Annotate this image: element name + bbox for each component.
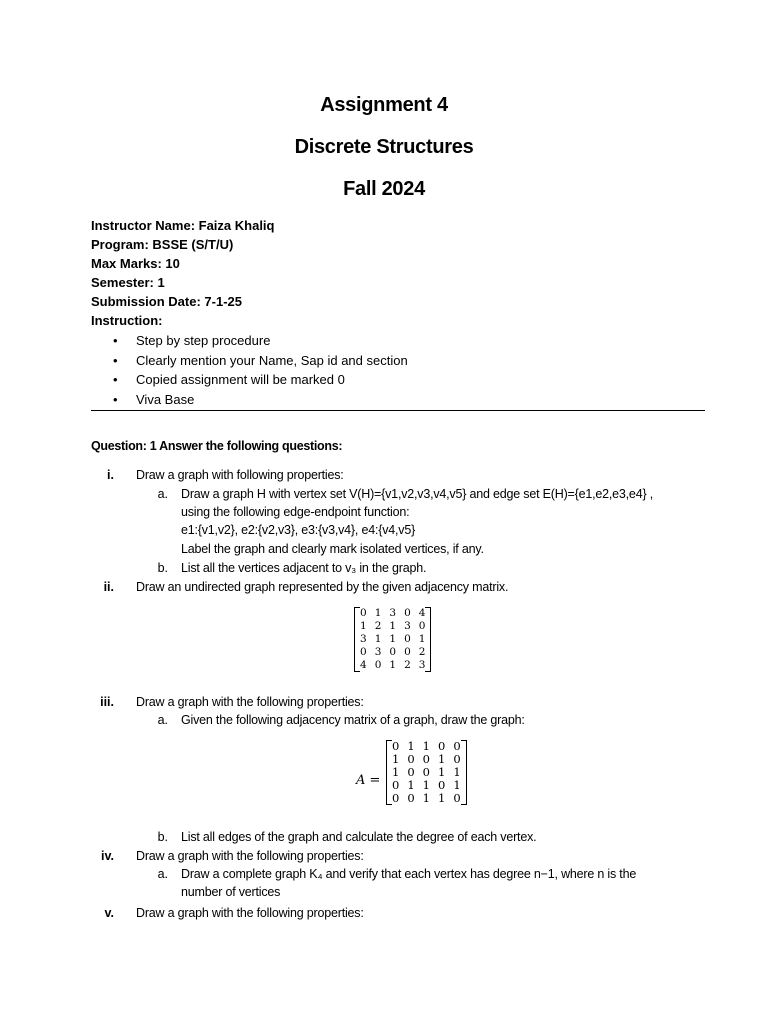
subitem-label: b.: [157, 830, 168, 844]
subitem-text: Label the graph and clearly mark isolated vertices, if any.: [181, 542, 484, 556]
matrix-cell: 1: [422, 778, 430, 792]
term-title: Fall 2024: [343, 178, 425, 200]
divider: [91, 410, 705, 411]
assignment-title: Assignment 4: [320, 94, 448, 116]
matrix-cell: 1: [374, 607, 382, 619]
subitem-text: Draw a complete graph K₄ and verify that each vertex has degree n−1, where n is the: [181, 867, 637, 881]
matrix-cell: 1: [453, 778, 461, 792]
matrix-cell: 3: [360, 633, 367, 645]
matrix-row: [356, 620, 429, 633]
matrix-label: A =: [356, 773, 381, 788]
matrix-row: [356, 646, 429, 659]
matrix-cell: 0: [437, 778, 446, 792]
matrix-cell: 0: [422, 765, 430, 779]
matrix-cell: 1: [360, 620, 367, 632]
adjacency-matrix: [356, 607, 429, 672]
matrix-cell: 2: [418, 646, 426, 658]
subitem-text: Given the following adjacency matrix of a graph, draw the graph:: [181, 713, 525, 727]
matrix-cell: 1: [392, 752, 400, 766]
instruction-item: • Step by step procedure: [113, 331, 408, 351]
instruction-item: • Clearly mention your Name, Sap id and section: [113, 351, 408, 371]
adjacency-matrix-a: [388, 740, 465, 805]
matrix-row: [388, 792, 465, 805]
matrix-right-bracket: [461, 740, 467, 805]
instruction-item: • Copied assignment will be marked 0: [113, 370, 408, 390]
semester: Semester: 1: [91, 275, 165, 290]
matrix-cell: 1: [422, 791, 430, 805]
matrix-cell: 0: [360, 607, 367, 619]
matrix-cell: 4: [418, 607, 426, 619]
item-text: Draw a graph with the following properties:: [136, 849, 364, 863]
matrix-cell: 0: [453, 752, 461, 766]
matrix-cell: 0: [422, 752, 430, 766]
subitem-text: e1:{v1,v2}, e2:{v2,v3}, e3:{v3,v4}, e4:{v4,v5}: [181, 523, 416, 537]
max-marks: Max Marks: 10: [91, 256, 180, 271]
matrix-cell: 1: [392, 765, 400, 779]
item-number: iii.: [100, 695, 114, 709]
matrix-cell: 3: [374, 646, 382, 658]
course-title: Discrete Structures: [294, 136, 474, 158]
matrix-cell: 0: [437, 739, 446, 753]
instruction-list: [113, 331, 408, 409]
subitem-label: a.: [157, 487, 168, 501]
instructor-name: Instructor Name: Faiza Khaliq: [91, 218, 275, 233]
matrix-cell: 0: [392, 791, 400, 805]
matrix-cell: 0: [389, 646, 397, 658]
matrix-cell: 0: [404, 646, 411, 658]
matrix-cell: 0: [453, 739, 461, 753]
matrix-cell: 0: [453, 791, 461, 805]
subitem-text: List all the vertices adjacent to v₃ in the graph.: [181, 561, 427, 575]
matrix-cell: 0: [374, 659, 382, 671]
matrix-cell: 1: [407, 778, 415, 792]
matrix-cell: 1: [453, 765, 461, 779]
subitem-text: List all edges of the graph and calculate the degree of each vertex.: [181, 830, 537, 844]
matrix-right-bracket: [425, 607, 431, 672]
matrix-cell: 4: [360, 659, 367, 671]
instruction-item: • Viva Base: [113, 390, 408, 410]
instruction-label: Instruction:: [91, 313, 163, 328]
matrix-cell: 1: [389, 620, 397, 632]
subitem-label: b.: [157, 561, 168, 575]
program: Program: BSSE (S/T/U): [91, 237, 234, 252]
item-number: iv.: [101, 849, 114, 863]
matrix-cell: 0: [418, 620, 426, 632]
subitem-text: number of vertices: [181, 885, 281, 899]
matrix-cell: 0: [392, 778, 400, 792]
matrix-cell: 1: [437, 765, 446, 779]
item-number: v.: [104, 906, 114, 920]
matrix-row: [356, 607, 429, 620]
matrix-cell: 0: [360, 646, 367, 658]
matrix-cell: 3: [418, 659, 426, 671]
item-text: Draw an undirected graph represented by the given adjacency matrix.: [136, 580, 509, 594]
question-heading: Question: 1 Answer the following questions:: [91, 439, 343, 453]
matrix-cell: 1: [437, 752, 446, 766]
matrix-cell: 1: [389, 659, 397, 671]
item-number: i.: [107, 468, 114, 482]
matrix-left-bracket: [354, 607, 360, 672]
matrix-cell: 0: [392, 739, 400, 753]
subitem-text: using the following edge-endpoint function:: [181, 505, 410, 519]
matrix-cell: 2: [374, 620, 382, 632]
matrix-cell: 1: [437, 791, 446, 805]
matrix-cell: 0: [407, 791, 415, 805]
matrix-cell: 1: [422, 739, 430, 753]
matrix-cell: 1: [374, 633, 382, 645]
matrix-cell: 0: [407, 752, 415, 766]
item-text: Draw a graph with the following properties:: [136, 906, 364, 920]
item-text: Draw a graph with the following properties:: [136, 695, 364, 709]
matrix-table: [356, 607, 429, 672]
subitem-text: Draw a graph H with vertex set V(H)={v1,v2,v3,v4,v5} and edge set E(H)={e1,e2,e3,e4} ,: [181, 487, 653, 501]
matrix-cell: 3: [389, 607, 397, 619]
matrix-row: [356, 633, 429, 646]
matrix-table: [388, 740, 465, 805]
matrix-left-bracket: [386, 740, 392, 805]
subitem-label: a.: [157, 713, 168, 727]
item-text: Draw a graph with following properties:: [136, 468, 344, 482]
matrix-cell: 1: [389, 633, 397, 645]
item-number: ii.: [103, 580, 114, 594]
matrix-cell: 1: [418, 633, 426, 645]
matrix-cell: 2: [404, 659, 411, 671]
matrix-cell: 1: [407, 739, 415, 753]
subitem-label: a.: [157, 867, 168, 881]
submission-date: Submission Date: 7-1-25: [91, 294, 242, 309]
matrix-cell: 0: [407, 765, 415, 779]
matrix-cell: 0: [404, 633, 411, 645]
matrix-cell: 3: [404, 620, 411, 632]
matrix-row: [356, 659, 429, 672]
matrix-cell: 0: [404, 607, 411, 619]
